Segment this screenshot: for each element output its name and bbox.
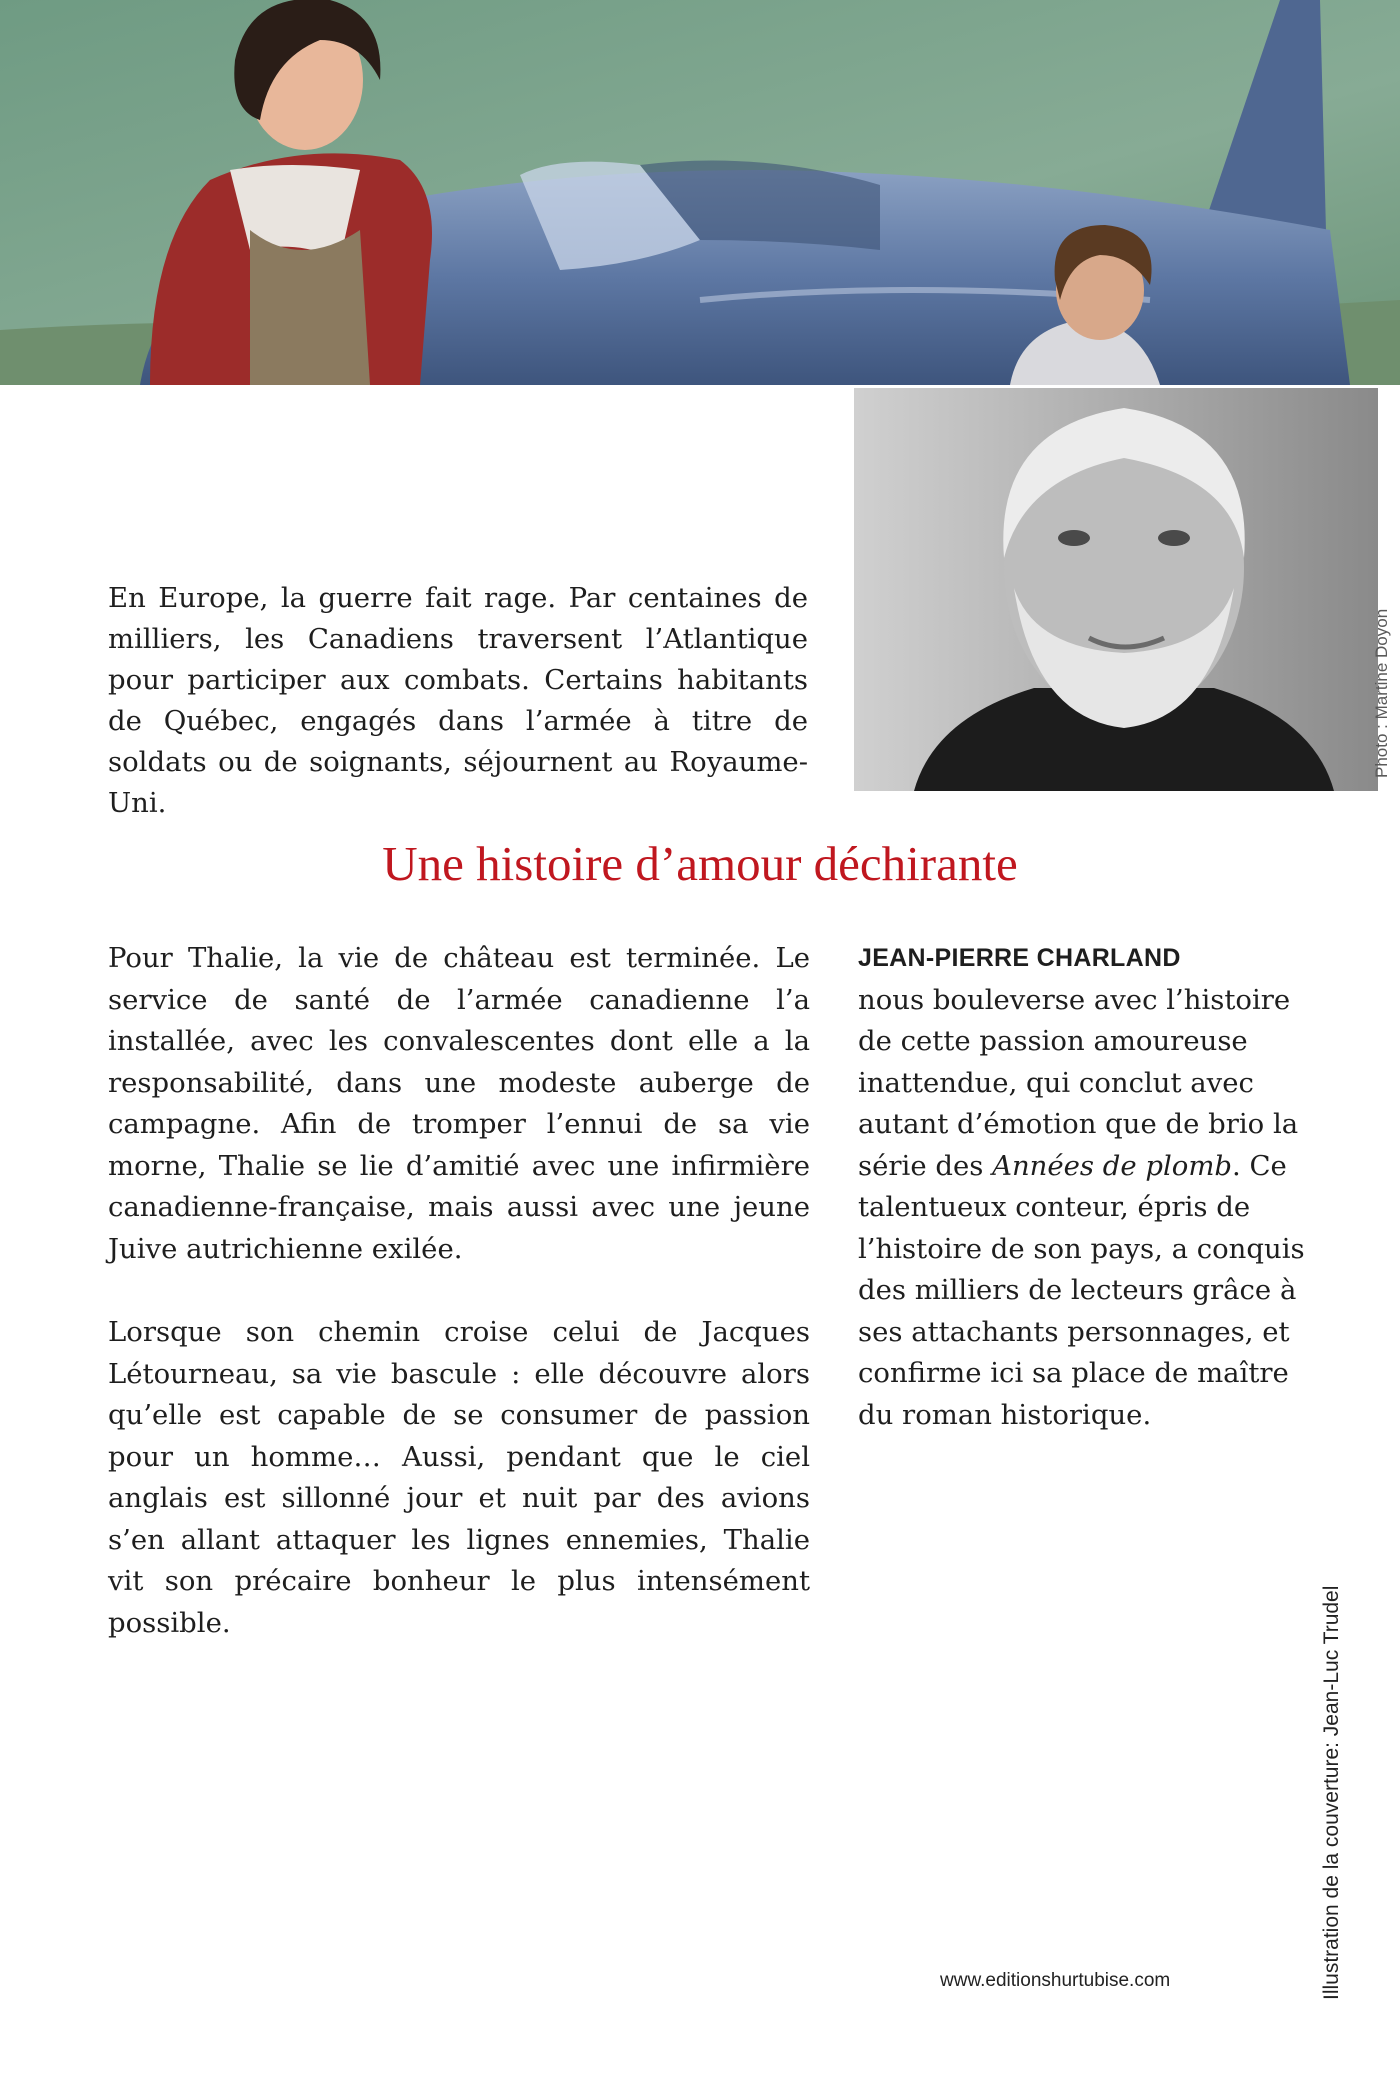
story-paragraph: Lorsque son chemin croise celui de Jacques Létourneau, sa vie bascule : elle découvre alors qu’elle est capable de se consumer de passion pour un homme… Aussi, pendant que le ciel anglais est sillonné jour et nuit par des avions s’en allant attaquer les lignes ennemies, Thalie vit son précaire bonheur le plus intensément possible. — [108, 1316, 810, 1639]
cover-illustration — [0, 0, 1400, 385]
publisher-website[interactable]: www.editionshurtubise.com — [940, 1970, 1171, 1991]
bio-text-start: nous bouleverse avec l’histoire de cette passion amoureuse inattendue, qui conclut avec autant d’émotion que de brio la série des — [858, 983, 1299, 1182]
author-name: JEAN-PIERRE CHARLAND — [858, 944, 1181, 972]
bio-text — [858, 980, 1328, 1437]
author-photo — [854, 388, 1378, 791]
story-paragraph: Pour Thalie, la vie de château est terminée. Le service de santé de l’armée canadienne l’a installée, avec les convalescentes dont elle a la responsabilité, dans une modeste auberge de campagne. Afin de tromper l’ennui de sa vie morne, Thalie se lie d’amitié avec une infirmière canadienne-française, mais aussi avec une jeune Juive autrichienne exilée. — [108, 942, 810, 1265]
photo-credit: Photo : Martine Doyon — [1372, 608, 1391, 778]
series-title: Années de plomb — [992, 1149, 1233, 1182]
headline: Une histoire d’amour déchirante — [382, 836, 1018, 891]
bio-text-end: . Ce talentueux conteur, épris de l’histoire de son pays, a conquis des milliers de lecteurs grâce à ses attachants personnages, et confirme ici sa place de maître du roman historique. — [858, 1149, 1305, 1431]
cover-credit: Illustration de la couverture: Jean-Luc Trudel — [1320, 1585, 1343, 2000]
story-column — [108, 938, 810, 1686]
intro-paragraph: En Europe, la guerre fait rage. Par centaines de milliers, les Canadiens traversent l’Atlantique pour participer aux combats. Certains habitants de Québec, engagés dans l’armée à titre de soldats ou de soignants, séjournent au Royaume-Uni. — [108, 582, 808, 819]
author-bio — [858, 938, 1328, 1436]
